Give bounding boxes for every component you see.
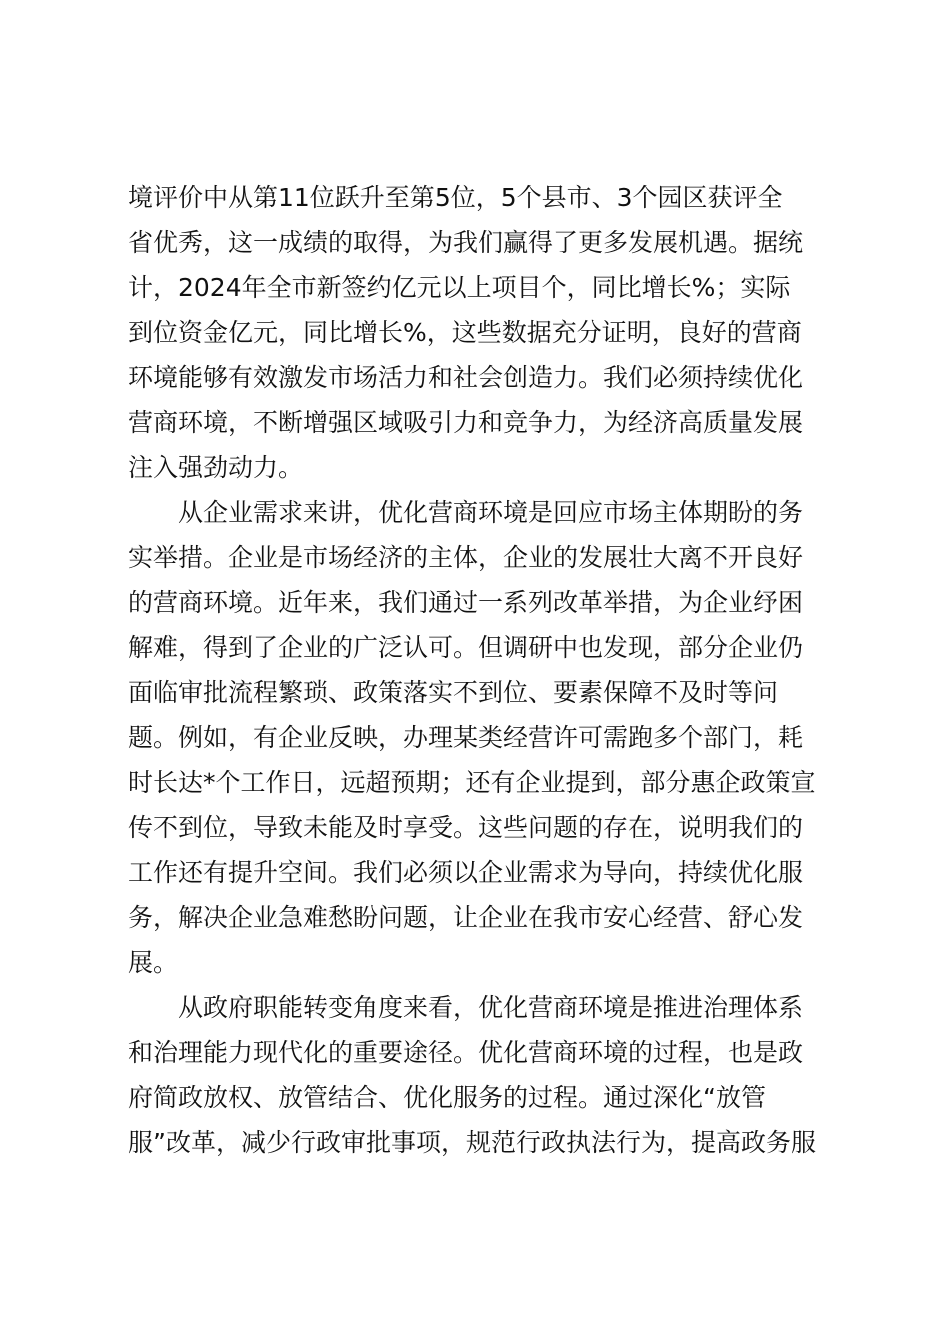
text-line: 到位资金亿元，同比增长%，这些数据充分证明，良好的营商	[128, 318, 802, 347]
text-line: 解难，得到了企业的广泛认可。但调研中也发现，部分企业仍	[128, 633, 804, 662]
text-line: 的营商环境。近年来，我们通过一系列改革举措，为企业纾困	[128, 588, 804, 617]
text-line: 务，解决企业急难愁盼问题，让企业在我市安心经营、舒心发	[128, 903, 804, 932]
text-line: 省优秀，这一成绩的取得，为我们赢得了更多发展机遇。据统	[128, 228, 804, 257]
text-line: 服”改革，减少行政审批事项，规范行政执法行为，提高政务服	[128, 1128, 816, 1157]
text-line: 时长达*个工作日，远超预期；还有企业提到，部分惠企政策宣	[128, 768, 816, 797]
text-line: 工作还有提升空间。我们必须以企业需求为导向，持续优化服	[128, 858, 804, 887]
text-line: 展。	[128, 948, 179, 977]
text-line: 境评价中从第11位跃升至第5位，5个县市、3个园区获评全	[128, 183, 783, 212]
text-line: 计，2024年全市新签约亿元以上项目个，同比增长%；实际	[128, 273, 791, 302]
paragraph-start-line: 从政府职能转变角度来看，优化营商环境是推进治理体系	[178, 993, 804, 1022]
text-line: 传不到位，导致未能及时享受。这些问题的存在，说明我们的	[128, 813, 804, 842]
paragraph-start-line: 从企业需求来讲，优化营商环境是回应市场主体期盼的务	[178, 498, 804, 527]
text-line: 题。例如，有企业反映，办理某类经营许可需跑多个部门，耗	[128, 723, 804, 752]
text-line: 环境能够有效激发市场活力和社会创造力。我们必须持续优化	[128, 363, 804, 392]
text-line: 府简政放权、放管结合、优化服务的过程。通过深化“放管	[128, 1083, 766, 1112]
text-line: 面临审批流程繁琐、政策落实不到位、要素保障不及时等问	[128, 678, 779, 707]
text-line: 营商环境，不断增强区域吸引力和竞争力，为经济高质量发展	[128, 408, 804, 437]
text-line: 实举措。企业是市场经济的主体，企业的发展壮大离不开良好	[128, 543, 804, 572]
text-line: 和治理能力现代化的重要途径。优化营商环境的过程，也是政	[128, 1038, 804, 1067]
text-line: 注入强劲动力。	[128, 453, 304, 482]
body-text	[128, 175, 828, 1165]
